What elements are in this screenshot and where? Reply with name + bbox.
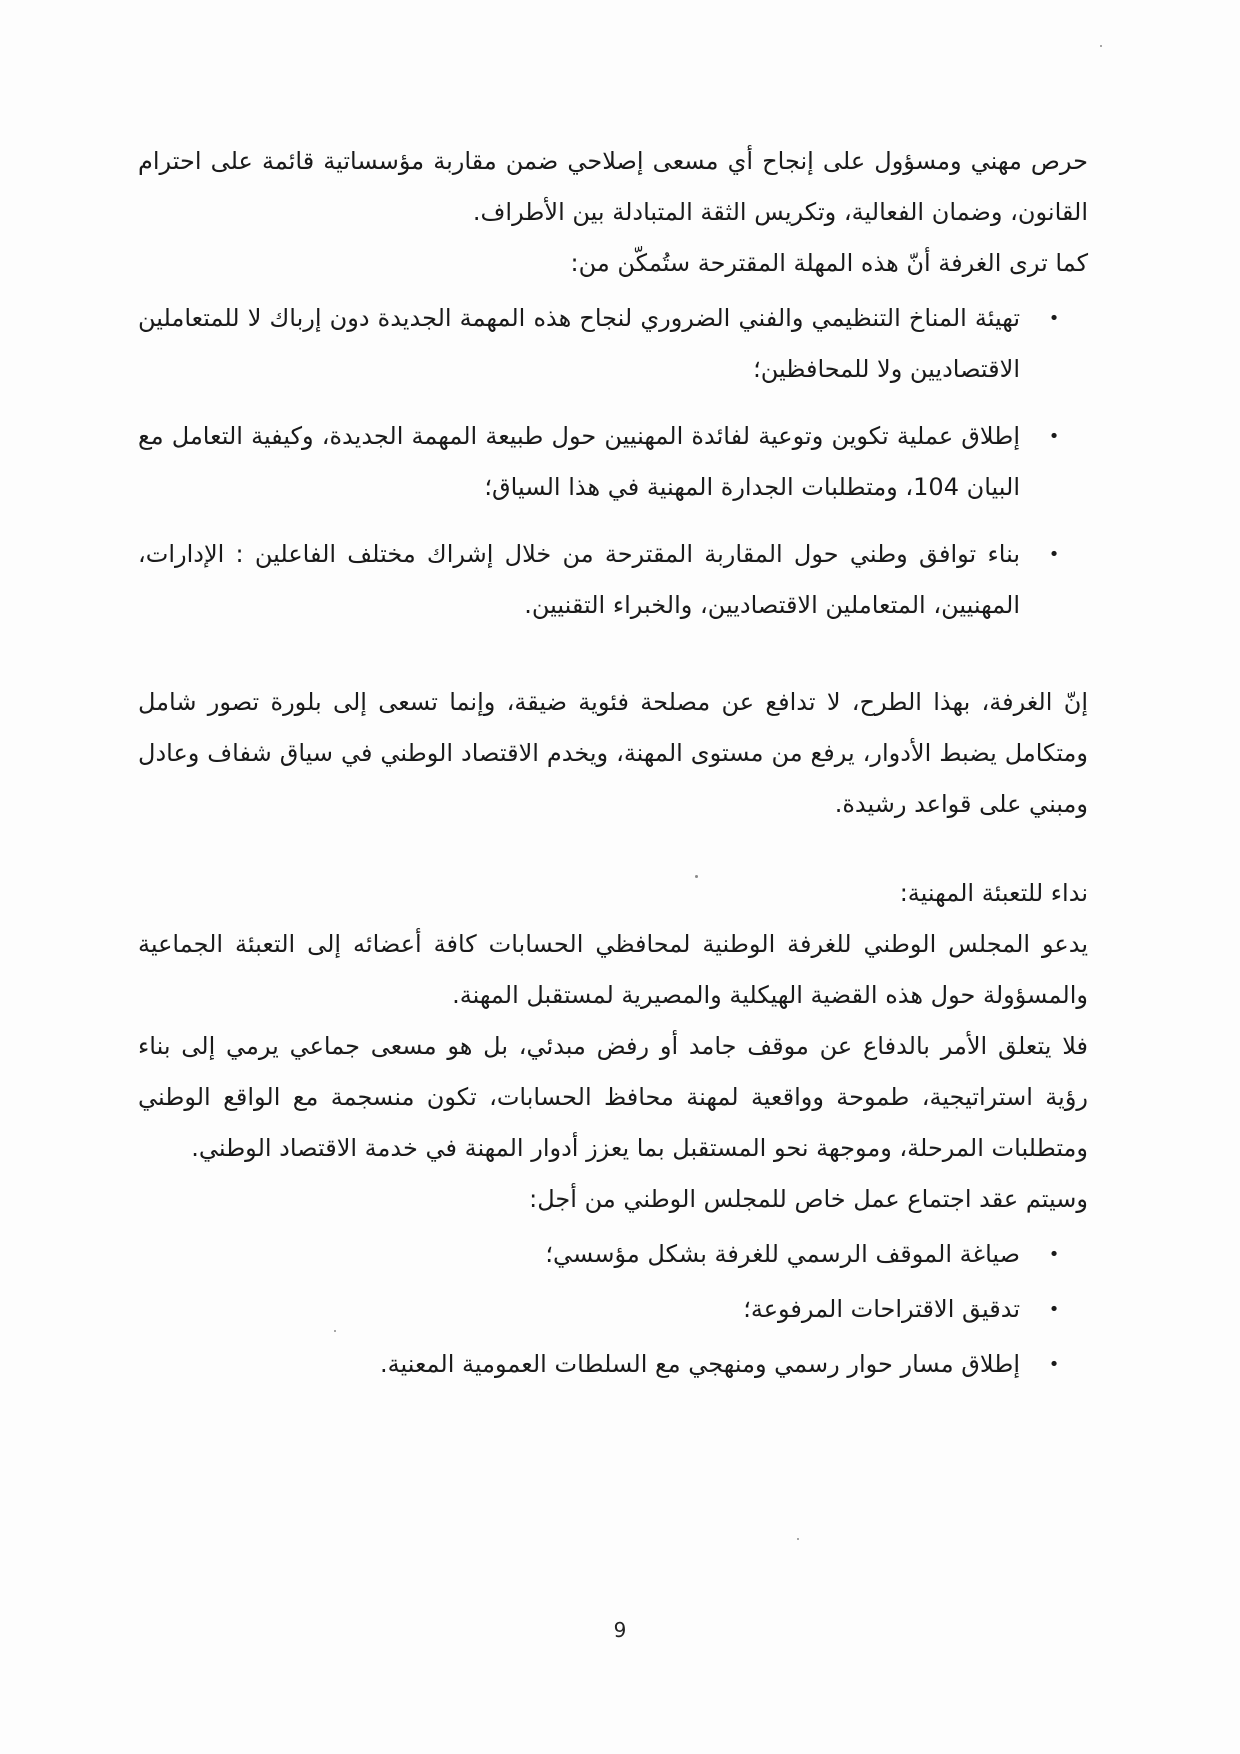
scan-speck <box>334 1330 336 1332</box>
measures-list <box>138 293 1088 631</box>
bullet-icon: • <box>1048 308 1060 329</box>
scan-speck <box>695 875 698 878</box>
call-paragraph: يدعو المجلس الوطني للغرفة الوطنية لمحافظي الحسابات كافة أعضائه إلى التعبئة الجماعية والمسؤولة حول هذه القضية الهيكلية والمصيرية لمستقبل المهنة. <box>138 930 1088 1009</box>
bullet-icon: • <box>1048 1299 1060 1320</box>
scan-speck <box>1100 45 1102 47</box>
list-item-text: إطلاق مسار حوار رسمي ومنهجي مع السلطات العمومية المعنية. <box>380 1350 1020 1378</box>
list-item-text: بناء توافق وطني حول المقاربة المقترحة من خلال إشراك مختلف الفاعلين : الإدارات، المهنيين، المتعاملين الاقتصاديين، والخبراء التقنيين. <box>138 540 1020 619</box>
bullet-icon: • <box>1048 1244 1060 1265</box>
call-lead-in: وسيتم عقد اجتماع عمل خاص للمجلس الوطني من أجل: <box>529 1185 1088 1213</box>
list-item-text: إطلاق عملية تكوين وتوعية لفائدة المهنيين حول طبيعة المهمة الجديدة، وكيفية التعامل مع البيان 104، ومتطلبات الجدارة المهنية في هذا السياق؛ <box>138 422 1020 501</box>
list-item <box>138 411 1088 513</box>
page-number: 9 <box>613 1618 627 1642</box>
actions-list <box>138 1229 1088 1390</box>
conclusion-paragraph: إنّ الغرفة، بهذا الطرح، لا تدافع عن مصلحة فئوية ضيقة، وإنما تسعى إلى بلورة تصور شامل ومتكامل يضبط الأدوار، يرفع من مستوى المهنة، ويخدم الاقتصاد الوطني في سياق شفاف وعادل ومبني على قواعد رشيدة. <box>138 688 1088 818</box>
intro-paragraph: حرص مهني ومسؤول على إنجاح أي مسعى إصلاحي ضمن مقاربة مؤسساتية قائمة على احترام القانون، وضمان الفعالية، وتكريس الثقة المتبادلة بين الأطراف. <box>138 147 1088 226</box>
list-item <box>138 293 1088 395</box>
bullet-icon: • <box>1048 426 1060 447</box>
list-item-text: صياغة الموقف الرسمي للغرفة بشكل مؤسسي؛ <box>545 1240 1020 1268</box>
list-item <box>138 1284 1088 1335</box>
bullet-icon: • <box>1048 1354 1060 1375</box>
bullet-icon: • <box>1048 544 1060 565</box>
list-item <box>138 1229 1088 1280</box>
page-body <box>138 136 1088 1394</box>
scan-speck <box>797 1538 799 1540</box>
list-item-text: تدقيق الاقتراحات المرفوعة؛ <box>743 1295 1020 1323</box>
paragraph-gap <box>138 647 1088 677</box>
section-heading: نداء للتعبئة المهنية: <box>899 879 1088 907</box>
call-paragraph-2: فلا يتعلق الأمر بالدفاع عن موقف جامد أو رفض مبدئي، بل هو مسعى جماعي يرمي إلى بناء رؤية استراتيجية، طموحة وواقعية لمهنة محافظ الحسابات، تكون منسجمة مع الواقع الوطني ومتطلبات المرحلة، وموجهة نحو المستقبل بما يعزز أدوار المهنة في خدمة الاقتصاد الوطني. <box>138 1032 1088 1162</box>
list-item <box>138 529 1088 631</box>
list-item-text: تهيئة المناخ التنظيمي والفني الضروري لنجاح هذه المهمة الجديدة دون إرباك لا للمتعاملين الاقتصاديين ولا للمحافظين؛ <box>138 304 1020 383</box>
intro-lead-in: كما ترى الغرفة أنّ هذه المهلة المقترحة ستُمكّن من: <box>570 249 1088 277</box>
list-item <box>138 1339 1088 1390</box>
paragraph-gap <box>138 830 1088 868</box>
